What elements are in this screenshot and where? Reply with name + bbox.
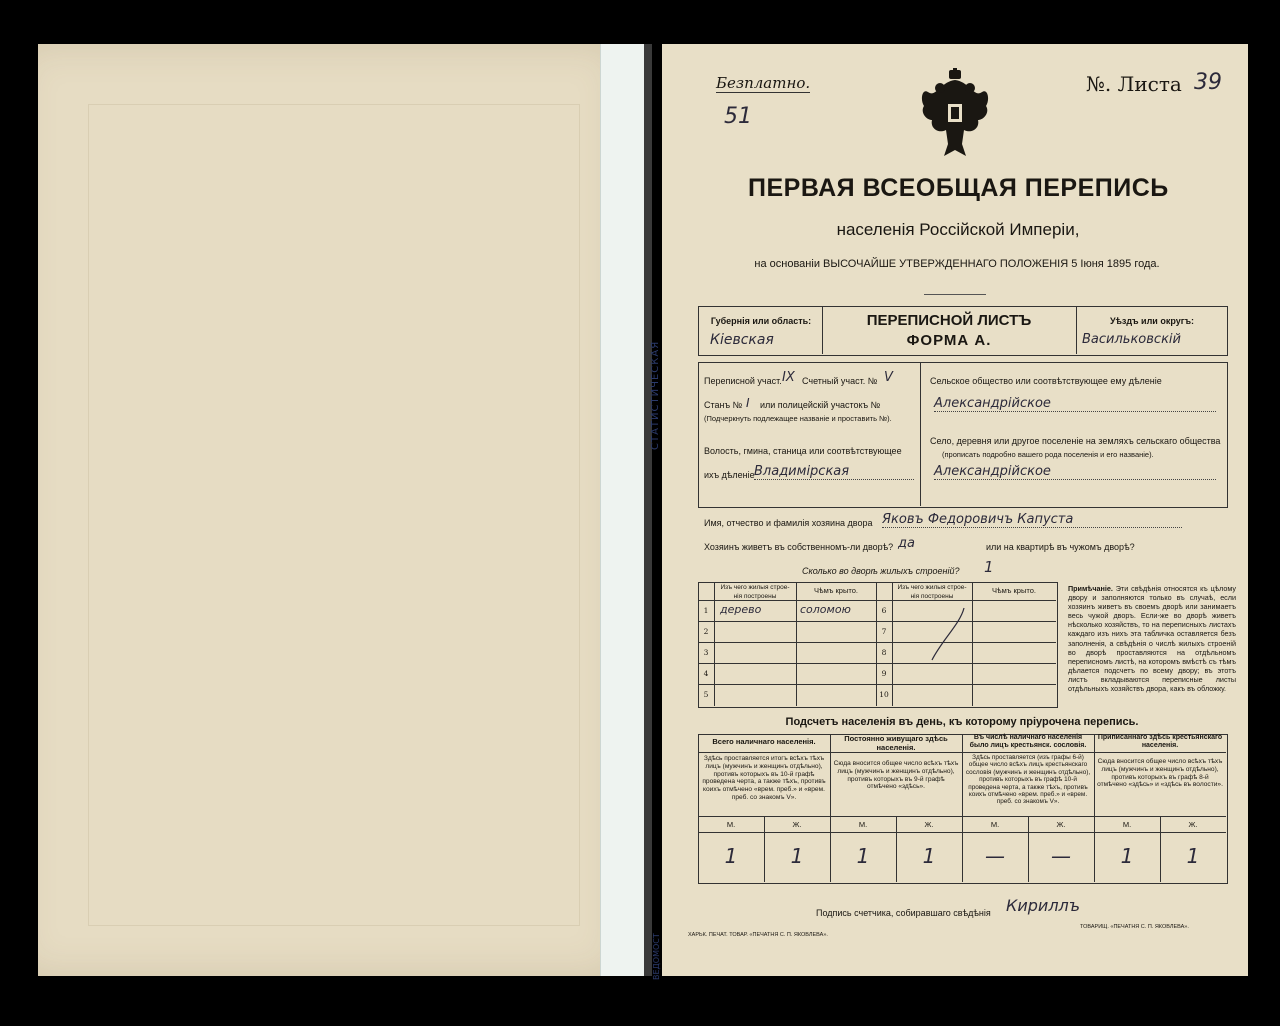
- spine-stamp: СТАТИСТИЧЕСКАЯ: [650, 340, 661, 450]
- sheet-number-value: 39: [1194, 70, 1222, 95]
- owner-value: Яковъ Федоровичъ Капустa: [882, 512, 1182, 528]
- ct-head-4: Приписаннаго здѣсь крестьянскаго населенія.: [1097, 734, 1223, 749]
- census-district-value: IX: [782, 370, 795, 385]
- ct-header-line: [698, 752, 1226, 753]
- bt-head-roof-left: Чѣмъ крыто.: [814, 586, 858, 595]
- binding-strip: [600, 44, 649, 976]
- form-title: ПЕРВАЯ ВСЕОБЩАЯ ПЕРЕПИСЬ: [748, 174, 1169, 202]
- note-text: Эти свѣдѣнія относятся къ цѣлому двору и заполняются только въ случаѣ, если хозяинъ живетъ въ своемъ дворѣ или занимаетъ весь чужой дворъ. Если-же во дворѣ живетъ нѣсколько хозяйствъ, то на переписныхъ листахъ каждаго изъ нихъ эта табличка оставляется безъ заполненія, а свѣдѣнія о числѣ жилыхъ строеній во дворѣ проставляются на отдѣльномъ переписномъ листѣ, на которомъ вмѣстѣ съ тѣмъ дѣлается подсчетъ по всему двору; въ этотъ листъ вкладываются переписные листы отдѣльныхъ хозяйствъ двора, какъ въ обложку.: [1068, 584, 1237, 694]
- ct-desc-1: Здѣсь проставляется итогъ всѣхъ тѣхъ лицъ (мужчинъ и женщинъ отдѣльно), противъ которыхъ въ 10-й графѣ проведена черта, а также тѣхъ, противъ коихъ отмѣчено «врем. преб.» и «врем. преб. со знакомъ V».: [702, 755, 826, 801]
- ct-head-3: Въ числѣ наличнаго населенія было лицъ крестьянск. сословія.: [969, 734, 1087, 749]
- society-value: Александрійское: [934, 396, 1216, 412]
- ct-sex-label: Ж.: [1056, 820, 1066, 829]
- bt-head-roof-right: Чѣмъ крыто.: [992, 586, 1036, 595]
- note-title: Примѣчаніе.: [1068, 584, 1113, 593]
- signature-label: Подпись счетчика, собиравшаго свѣдѣнія: [816, 908, 991, 918]
- ct-value: 1: [790, 844, 804, 868]
- census-district-label: Переписной участ.: [704, 376, 782, 386]
- bt-row1-roof: соломою: [800, 603, 851, 616]
- fields-divider: [920, 362, 921, 506]
- signature-value: Кириллъ: [1006, 896, 1081, 915]
- uezd-label: Уѣздъ или округъ:: [1109, 316, 1195, 326]
- note-block: [1068, 584, 1236, 693]
- sheet-title: ПЕРЕПИСНОЙ ЛИСТЪ: [866, 312, 1032, 329]
- stan-note: (Подчеркнуть подлежащее названіе и проставить №).: [704, 414, 892, 423]
- bt-row-num: 6: [881, 606, 887, 615]
- rent-label: или на квартирѣ въ чужомъ дворѣ?: [986, 542, 1135, 552]
- margin-note: 51: [724, 104, 752, 129]
- own-yard-label: Хозяинъ живетъ въ собственномъ-ли дворѣ?: [704, 542, 894, 552]
- ct-sex-label: М.: [1122, 820, 1132, 829]
- volost-label: Волость, гмина, станица или соотвѣтствующее: [704, 446, 902, 456]
- ct-value: 1: [1186, 844, 1200, 868]
- buildings-value: 1: [984, 558, 994, 576]
- bt-head-material-left: Изъ чего жилыя строе- нія построены: [720, 584, 790, 600]
- printer-left: ХАРЬК. ПЕЧАТ. ТОВАР. «ПЕЧАТНЯ С. П. ЯКОВЛЕВА».: [688, 932, 828, 938]
- owner-label: Имя, отчество и фамилія хозяина двора: [704, 518, 873, 528]
- census-form-page: [662, 44, 1248, 976]
- village-label: Село, деревня или другое поселеніе на земляхъ сельскаго общества: [930, 436, 1221, 446]
- volost-value: Владимірская: [754, 464, 914, 480]
- bt-row-num: 5: [703, 690, 709, 699]
- ct-value: 1: [724, 844, 738, 868]
- ct-value: 1: [856, 844, 870, 868]
- ct-head-2: Постоянно живущаго здѣсь населенія.: [844, 734, 948, 752]
- bt-row-num: 10: [879, 690, 889, 699]
- ct-sex-label: М.: [726, 820, 736, 829]
- gubernia-value: Кіевская: [710, 332, 774, 348]
- own-yard-value: да: [898, 536, 915, 551]
- bt-row-num: 1: [703, 606, 709, 615]
- village-note: (прописать подробно вашего рода поселенія и его названіе).: [942, 450, 1154, 459]
- stan-label: Станъ №: [704, 400, 743, 410]
- bt-row-num: 9: [881, 669, 887, 678]
- bt-line-4: [698, 684, 1056, 685]
- count-heading: Подсчетъ населенія въ день, къ которому пріурочена перепись.: [785, 716, 1139, 728]
- printer-right: ТОВАРИЩ. «ПЕЧАТНЯ С. П. ЯКОВЛЕВА».: [1080, 924, 1189, 930]
- count-district-label: Счетный участ. №: [802, 376, 878, 386]
- count-district-value: V: [884, 370, 893, 385]
- bt-row-num: 8: [881, 648, 887, 657]
- ct-value: 1: [922, 844, 936, 868]
- ct-desc-2: Сюда вносится общее число всѣхъ тѣхъ лицъ (мужчинъ и женщинъ отдѣльно), противъ которыхъ въ 9-й графѣ отмѣчено «здѣсь».: [833, 760, 959, 791]
- bleed-through-area: [88, 104, 580, 926]
- ct-desc-line: [698, 816, 1226, 817]
- spine-stamp-bottom: ВЕДОМОСТ: [652, 933, 661, 980]
- society-label: Сельское общество или соотвѣтствующее ему дѣленіе: [930, 376, 1162, 386]
- village-value: Александрійское: [934, 464, 1216, 480]
- uezd-value: Васильковскій: [1082, 332, 1181, 347]
- sheet-number-label: №. Листа: [1086, 72, 1182, 96]
- buildings-label: Сколько во дворѣ жилыхъ строеній?: [802, 566, 960, 576]
- stan-value: I: [746, 396, 750, 410]
- ct-sex-label: М.: [990, 820, 1000, 829]
- ct-sex-label: Ж.: [924, 820, 934, 829]
- ct-sex-label: Ж.: [1188, 820, 1198, 829]
- bt-row-num: 4: [703, 669, 709, 678]
- bt-row-num: 2: [703, 627, 709, 636]
- police-label: или полицейскій участокъ №: [760, 400, 881, 410]
- strike-mark-icon: [902, 604, 972, 664]
- gubernia-label: Губернія или область:: [710, 316, 812, 326]
- ct-head-1: Всего наличнаго населенія.: [712, 737, 816, 746]
- ornament-divider: [924, 294, 986, 295]
- ct-sex-label: М.: [858, 820, 868, 829]
- ct-desc-3: Здѣсь проставляется (изъ графы 6-й) общее число всѣхъ лицъ крестьянскаго сословія (мужчинъ и женщинъ отдѣльно), противъ которыхъ въ графѣ 10-й проведена черта, а также тѣхъ, противъ коихъ отмѣчено «врем. преб.» и «врем. преб. со знакомъ V».: [965, 754, 1091, 806]
- ct-sex-line: [698, 832, 1226, 833]
- ct-value: 1: [1120, 844, 1134, 868]
- form-basis: на основаніи ВЫСОЧАЙШЕ УТВЕРЖДЕННАГО ПОЛОЖЕНІЯ 5 Іюня 1895 года.: [754, 258, 1160, 270]
- form-subtitle: населенія Россійской Имперіи,: [836, 220, 1080, 239]
- form-a-title: ФОРМА А.: [906, 332, 992, 349]
- ct-value: —: [985, 844, 1005, 868]
- free-label: Безплатно.: [716, 74, 811, 92]
- bt-line-1: [698, 621, 1056, 622]
- ct-sex-label: Ж.: [792, 820, 802, 829]
- volost-label-2: ихъ дѣленіе: [704, 470, 755, 480]
- bt-row-num: 3: [703, 648, 709, 657]
- binding-gutter: [644, 44, 652, 976]
- bt-head-material-right: Изъ чего жилыя строе- нія построены: [897, 584, 967, 600]
- bt-line-3: [698, 663, 1056, 664]
- ct-value: —: [1051, 844, 1071, 868]
- ct-desc-4: Сюда вносится общее число всѣхъ тѣхъ лицъ (мужчинъ и женщинъ отдѣльно), противъ которыхъ въ графѣ 8-й отмѣчено «здѣсь» и «здѣсь въ волости».: [1097, 758, 1223, 789]
- bt-row-num: 7: [881, 627, 887, 636]
- left-blank-page: [38, 44, 638, 976]
- bt-line-2: [698, 642, 1056, 643]
- double-headed-eagle-icon: [918, 68, 992, 164]
- bt-row1-material: дерево: [720, 603, 762, 616]
- header-divider-right: [1076, 306, 1077, 354]
